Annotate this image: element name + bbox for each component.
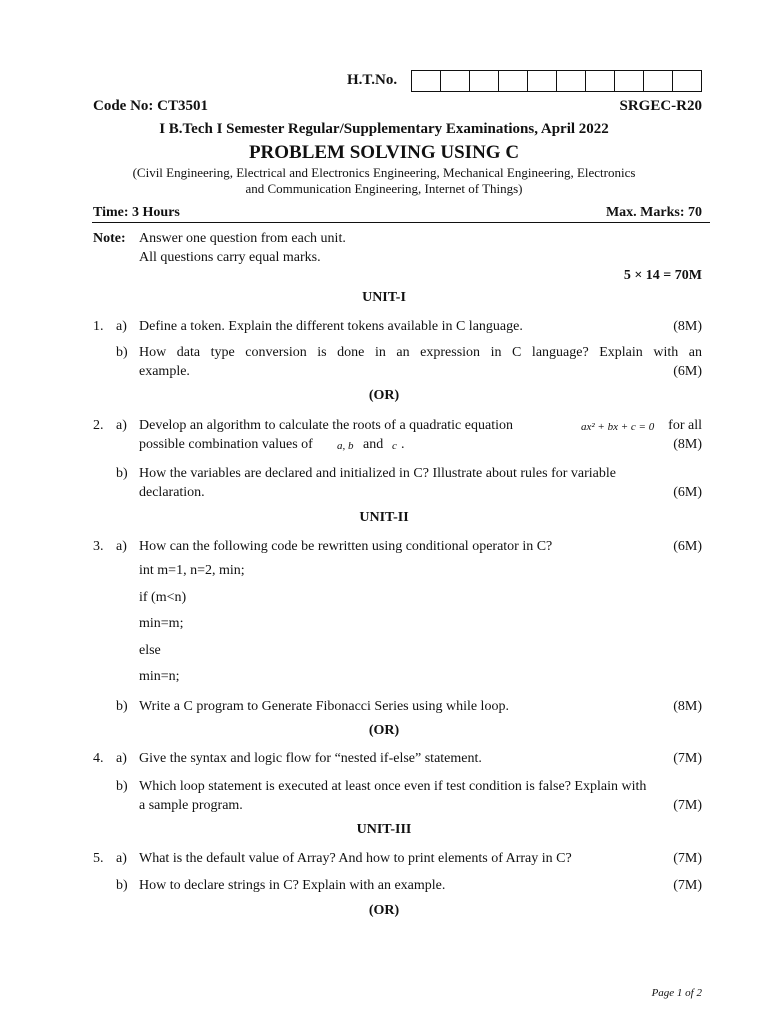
question-text-line-2: example. (139, 364, 190, 379)
marks: (7M) (673, 878, 702, 893)
question-text: Define a token. Explain the different tokens available in C language. (139, 319, 523, 334)
code-line: min=m; (139, 616, 184, 631)
code-line: min=n; (139, 669, 180, 684)
or-separator: (OR) (368, 388, 400, 403)
sub-label: a) (116, 319, 127, 334)
sub-label: a) (116, 751, 127, 766)
marks: (6M) (673, 485, 702, 500)
page-number: Page 1 of 2 (651, 987, 702, 999)
marks: (7M) (673, 751, 702, 766)
ht-number-boxes[interactable] (411, 70, 702, 92)
note-label: Note: (93, 231, 126, 246)
sub-label: b) (116, 878, 128, 893)
branches-line-1: (Civil Engineering, Electrical and Electronics Engineering, Mechanical Engineering, Electronics (132, 165, 636, 180)
header-divider (92, 222, 710, 223)
sub-label: a) (116, 539, 127, 554)
question-text-line-2: possible combination values of (139, 437, 313, 452)
question-number: 5. (93, 851, 104, 866)
question-text-line-1-end: for all (668, 418, 702, 433)
exam-title: I B.Tech I Semester Regular/Supplementary Examinations, April 2022 (159, 121, 609, 137)
question-number: 3. (93, 539, 104, 554)
variable-c: c (392, 440, 397, 452)
marks: (6M) (673, 364, 702, 379)
exam-duration: Time: 3 Hours (93, 205, 180, 220)
and-word: and (363, 437, 384, 452)
question-text-line-1: How data type conversion is done in an expression in C language? Explain with an (139, 345, 702, 360)
question-text-line-1: Develop an algorithm to calculate the roots of a quadratic equation (139, 418, 513, 433)
unit-2-heading: UNIT-II (359, 510, 409, 525)
marks: (6M) (673, 539, 702, 554)
sub-label: b) (116, 699, 128, 714)
period: . (401, 437, 405, 452)
question-text-line-2: a sample program. (139, 798, 243, 813)
code-line: if (m<n) (139, 590, 187, 605)
or-separator: (OR) (368, 903, 400, 918)
branches-line-2: and Communication Engineering, Internet of Things) (245, 181, 523, 196)
variables-ab: a, b (337, 440, 354, 452)
total-marks: 5 × 14 = 70M (623, 268, 702, 283)
subject-title: PROBLEM SOLVING USING C (248, 142, 520, 163)
question-text-line-2: declaration. (139, 485, 205, 500)
quadratic-equation: ax² + bx + c = 0 (581, 421, 655, 433)
unit-3-heading: UNIT-III (356, 822, 412, 837)
note-line-1: Answer one question from each unit. (139, 231, 346, 246)
marks: (8M) (673, 699, 702, 714)
question-text-line-1: How the variables are declared and initialized in C? Illustrate about rules for variable (139, 466, 616, 481)
code-line: else (139, 643, 161, 658)
sub-label: b) (116, 779, 128, 794)
code-number: Code No: CT3501 (93, 98, 208, 114)
marks: (8M) (673, 437, 702, 452)
max-marks: Max. Marks: 70 (605, 205, 702, 220)
question-text: Write a C program to Generate Fibonacci Series using while loop. (139, 699, 509, 714)
code-line: int m=1, n=2, min; (139, 563, 245, 578)
marks: (8M) (673, 319, 702, 334)
question-text: Give the syntax and logic flow for “nested if-else” statement. (139, 751, 482, 766)
question-text: How can the following code be rewritten using conditional operator in C? (139, 539, 553, 554)
unit-1-heading: UNIT-I (362, 290, 406, 305)
question-number: 4. (93, 751, 104, 766)
question-number: 2. (93, 418, 104, 433)
marks: (7M) (673, 851, 702, 866)
sub-label: b) (116, 345, 128, 360)
question-text: What is the default value of Array? And how to print elements of Array in C? (139, 851, 572, 866)
sub-label: b) (116, 466, 128, 481)
question-text: How to declare strings in C? Explain with an example. (139, 878, 446, 893)
sub-label: a) (116, 851, 127, 866)
note-line-2: All questions carry equal marks. (139, 250, 321, 265)
or-separator: (OR) (368, 723, 400, 738)
sub-label: a) (116, 418, 127, 433)
ht-number-label: H.T.No. (347, 72, 398, 88)
question-number: 1. (93, 319, 104, 334)
question-text-line-1: Which loop statement is executed at least once even if test condition is false? Explain with (139, 779, 647, 794)
marks: (7M) (673, 798, 702, 813)
regulation-code: SRGEC-R20 (619, 98, 702, 114)
